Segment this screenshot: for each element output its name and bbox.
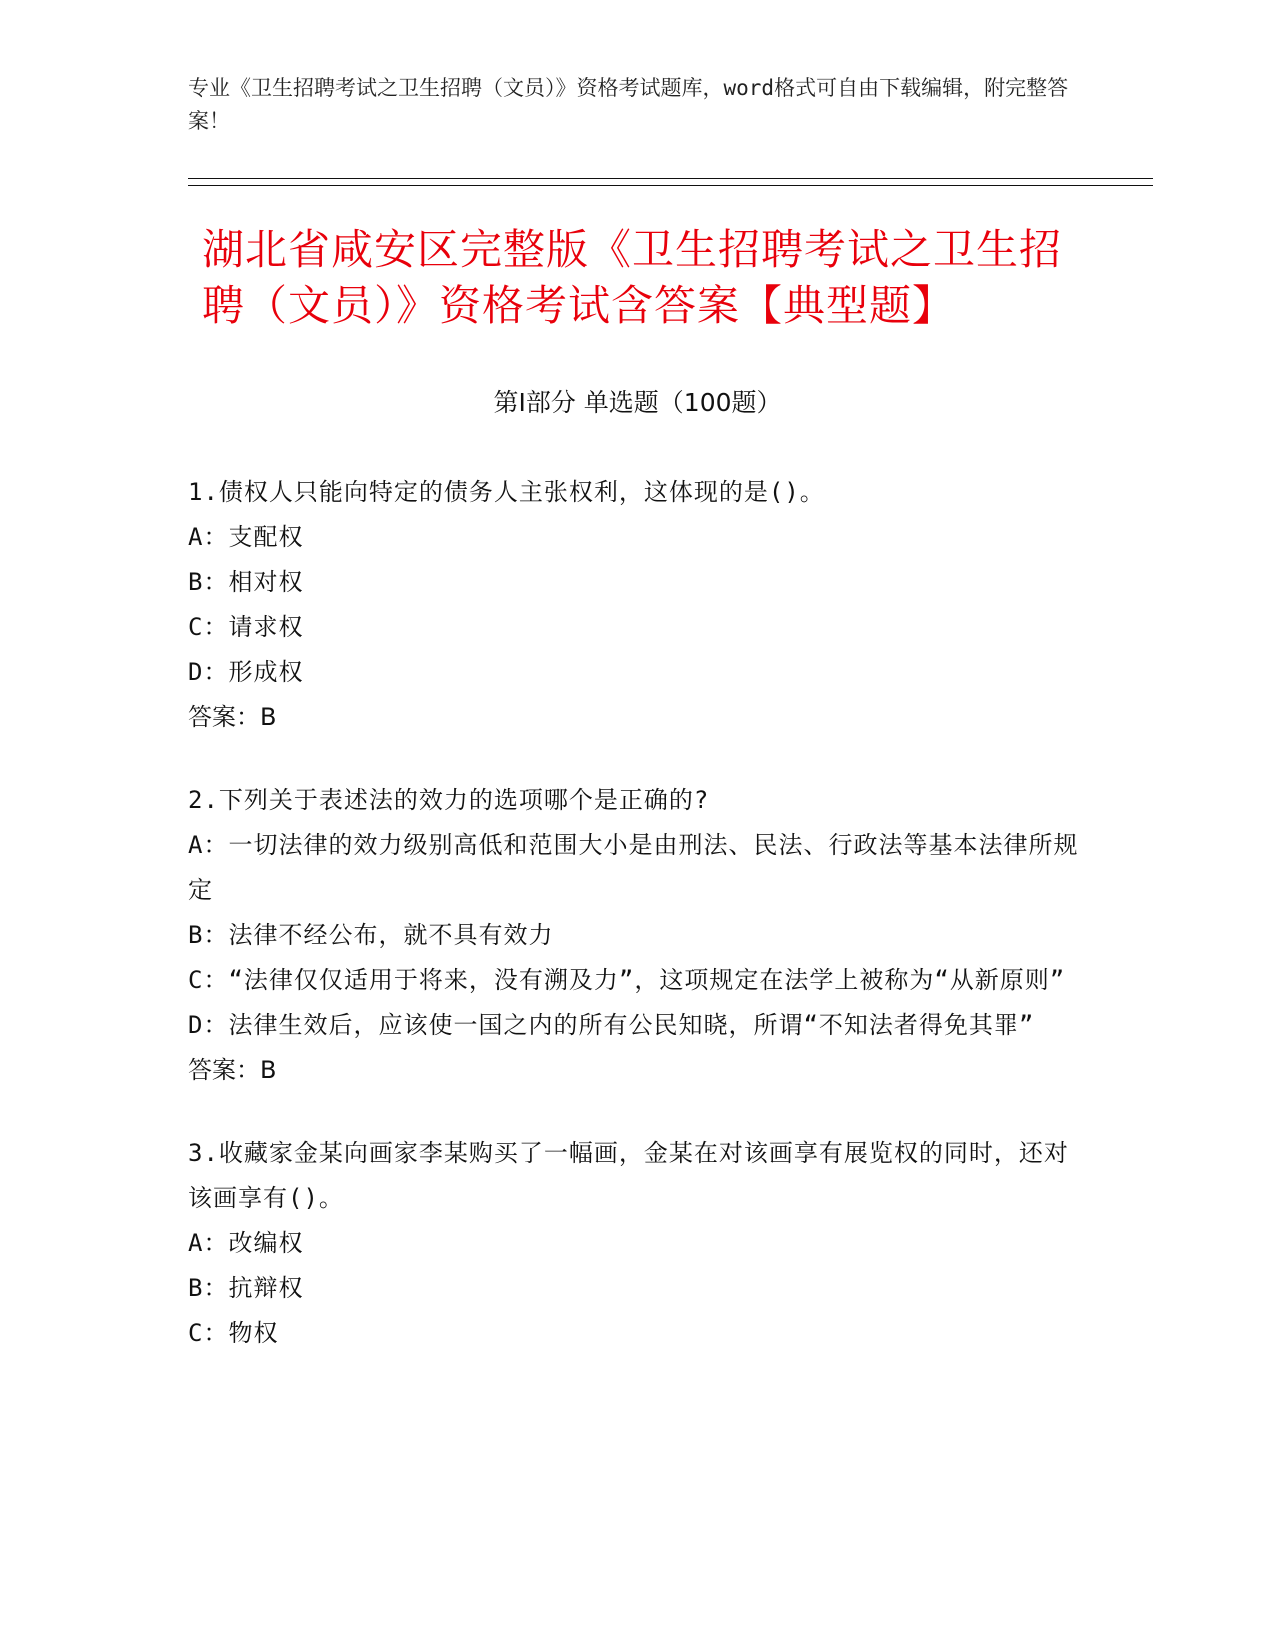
header-rule-top xyxy=(188,178,1153,179)
option-c: C：物权 xyxy=(188,1319,279,1347)
question-1 xyxy=(188,470,1088,740)
section-title: 第Ⅰ部分 单选题（100题） xyxy=(493,388,782,417)
question-stem: 2.下列关于表述法的效力的选项哪个是正确的? xyxy=(188,786,710,814)
question-stem: 3.收藏家金某向画家李某购买了一幅画，金某在对该画享有展览权的同时，还对该画享有()。 xyxy=(188,1139,1069,1212)
option-b: B：法律不经公布，就不具有效力 xyxy=(188,921,554,949)
question-3 xyxy=(188,1131,1088,1356)
option-c: C：请求权 xyxy=(188,613,304,641)
document-title: 湖北省咸安区完整版《卫生招聘考试之卫生招聘（文员）》资格考试含答案【典型题】 xyxy=(202,225,1063,330)
answer: 答案：B xyxy=(188,1056,277,1084)
option-a: A：支配权 xyxy=(188,523,304,551)
header-rule-bottom xyxy=(188,185,1153,186)
option-a: A：改编权 xyxy=(188,1229,304,1257)
question-stem: 1.债权人只能向特定的债务人主张权利，这体现的是()。 xyxy=(188,478,825,506)
option-d: D：形成权 xyxy=(188,658,304,686)
question-list xyxy=(188,470,1088,1394)
option-b: B：相对权 xyxy=(188,568,304,596)
option-d: D：法律生效后，应该使一国之内的所有公民知晓，所谓“不知法者得免其罪” xyxy=(188,1011,1035,1039)
option-b: B：抗辩权 xyxy=(188,1274,304,1302)
question-2 xyxy=(188,778,1088,1093)
option-c: C：“法律仅仅适用于将来，没有溯及力”，这项规定在法学上被称为“从新原则” xyxy=(188,966,1066,994)
header-note: 专业《卫生招聘考试之卫生招聘（文员）》资格考试题库，word格式可自由下载编辑，附完整答案！ xyxy=(188,76,1069,133)
option-a: A：一切法律的效力级别高低和范围大小是由刑法、民法、行政法等基本法律所规定 xyxy=(188,831,1079,904)
answer: 答案：B xyxy=(188,703,277,731)
